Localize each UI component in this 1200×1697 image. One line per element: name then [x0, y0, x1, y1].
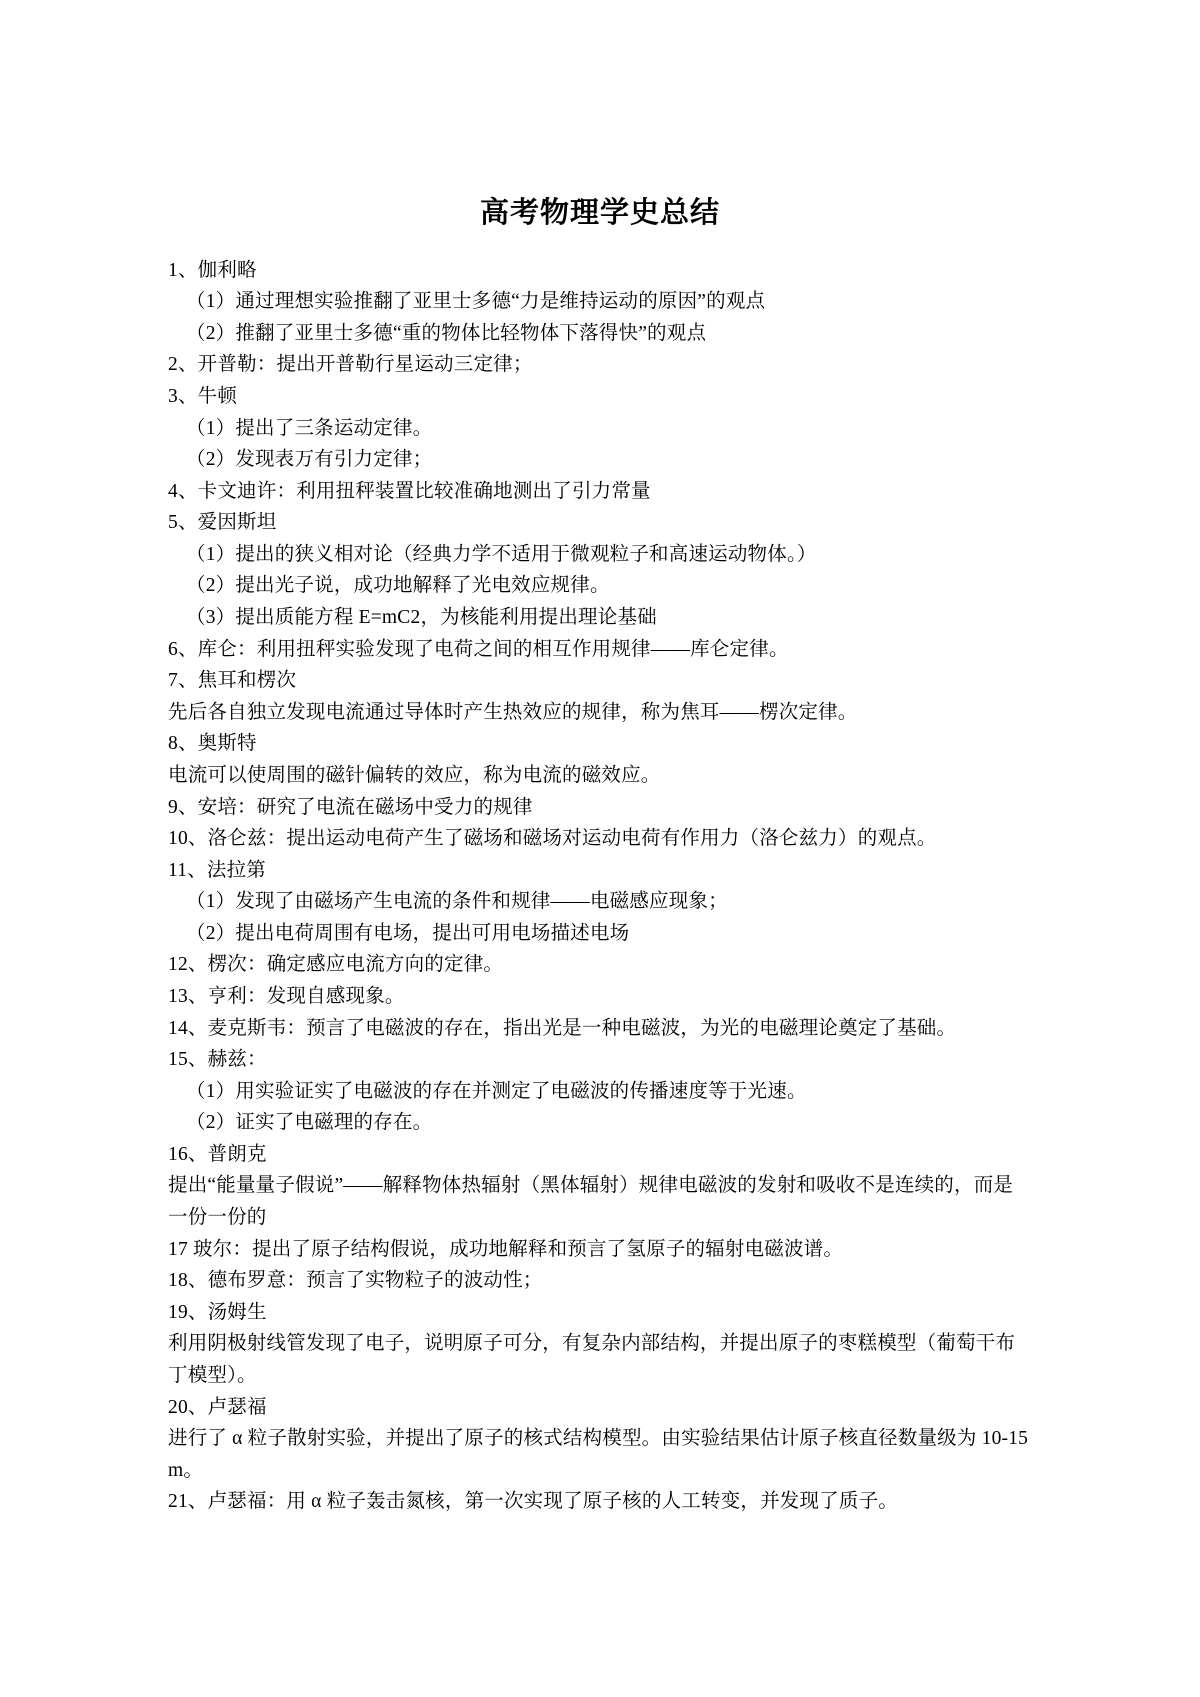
document-line: 13、亨利：发现自感现象。 [168, 985, 405, 1007]
document-line: 8、奥斯特 [168, 733, 257, 755]
document-line: 电流可以使周围的磁针偏转的效应，称为电流的磁效应。 [168, 764, 661, 786]
document-line: （1）通过理想实验推翻了亚里士多德“力是维持运动的原因”的观点 [186, 291, 766, 313]
document-line: 18、德布罗意：预言了实物粒子的波动性； [168, 1270, 543, 1292]
document-line: （1）提出的狭义相对论（经典力学不适用于微观粒子和高速运动物体。） [186, 543, 817, 565]
document-line: 9、安培：研究了电流在磁场中受力的规律 [168, 796, 533, 818]
document-line: （2）发现表万有引力定律； [186, 449, 433, 471]
document-line: 7、焦耳和楞次 [168, 670, 297, 692]
document-line: （2）推翻了亚里士多德“重的物体比轻物体下落得快”的观点 [186, 322, 707, 344]
document-line: 4、卡文迪许：利用扭秤装置比较准确地测出了引力常量 [168, 480, 651, 502]
document-line: （3）提出质能方程 E=mC2，为核能利用提出理论基础 [186, 607, 657, 629]
document-line: 10、洛仑兹：提出运动电荷产生了磁场和磁场对运动电荷有作用力（洛仑兹力）的观点。 [168, 828, 937, 850]
document-line: 12、楞次：确定感应电流方向的定律。 [168, 954, 504, 976]
document-line: 3、牛顿 [168, 386, 238, 407]
document-line: （1）提出了三条运动定律。 [186, 417, 433, 439]
document-line: （2）证实了电磁理的存在。 [186, 1112, 433, 1134]
document-line: 进行了 α 粒子散射实验，并提出了原子的核式结构模型。由实验结果估计原子核直径数量级为 10-15 m。 [168, 1428, 1029, 1481]
document-line: （1）用实验证实了电磁波的存在并测定了电磁波的传播速度等于光速。 [186, 1080, 807, 1102]
page-title: 高考物理学史总结 [479, 197, 720, 229]
document-line: 提出“能量量子假说”——解释物体热辐射（黑体辐射）规律电磁波的发射和吸收不是连续的，而是一份一份的 [168, 1175, 1014, 1229]
document-line: 5、爱因斯坦 [168, 512, 277, 534]
document-line: 1、伽利略 [168, 259, 257, 281]
document-line: 14、麦克斯韦：预言了电磁波的存在，指出光是一种电磁波，为光的电磁理论奠定了基础。 [168, 1017, 957, 1039]
document-line: （2）提出电荷周围有电场，提出可用电场描述电场 [186, 922, 630, 944]
document-line: 11、法拉第 [168, 859, 266, 881]
document-line: 利用阴极射线管发现了电子，说明原子可分，有复杂内部结构，并提出原子的枣糕模型（葡萄干布丁模型）。 [168, 1333, 1016, 1386]
document-line: 先后各自独立发现电流通过导体时产生热效应的规律，称为焦耳——楞次定律。 [168, 701, 858, 723]
document-line: 15、赫兹： [168, 1049, 267, 1071]
document-line: 20、卢瑟福 [168, 1396, 267, 1418]
document-line: 21、卢瑟福：用 α 粒子轰击氮核，第一次实现了原子核的人工转变，并发现了质子。 [168, 1491, 898, 1513]
document-line: 6、库仑：利用扭秤实验发现了电荷之间的相互作用规律——库仑定律。 [168, 638, 789, 660]
document-line: 2、开普勒：提出开普勒行星运动三定律； [168, 354, 533, 376]
document-line: （1）发现了由磁场产生电流的条件和规律——电磁感应现象； [186, 891, 728, 913]
document-line: 16、普朗克 [168, 1143, 267, 1165]
document-line: 19、汤姆生 [168, 1301, 267, 1323]
document-line: 17 玻尔：提出了原子结构假说，成功地解释和预言了氢原子的辐射电磁波谱。 [168, 1238, 844, 1260]
document-line: （2）提出光子说，成功地解释了光电效应规律。 [186, 575, 610, 597]
document-body [168, 255, 1032, 1518]
